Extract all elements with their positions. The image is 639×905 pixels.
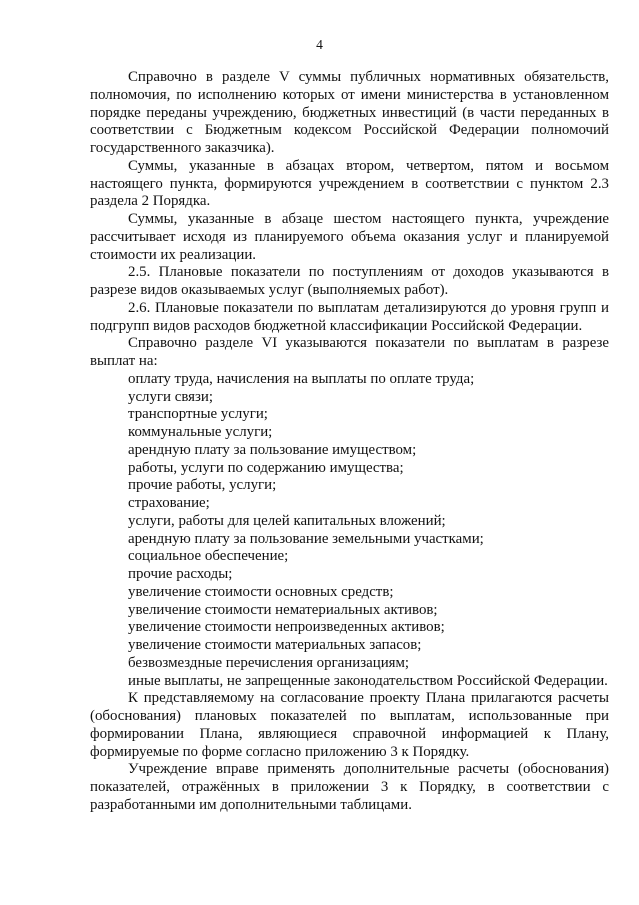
list-item: коммунальные услуги;: [128, 424, 273, 440]
list-item: увеличение стоимости основных средств;: [128, 583, 394, 600]
list-item: увеличение стоимости непроизведенных активов;: [128, 619, 445, 636]
list-item: прочие работы, услуги;: [128, 477, 277, 494]
list-item: прочие расходы;: [128, 566, 233, 582]
list-item: увеличение стоимости нематериальных активов;: [128, 601, 438, 618]
list-item: безвозмездные перечисления организациям;: [128, 654, 410, 671]
list-item: транспортные услуги;: [128, 406, 268, 423]
list-item: оплату труда, начисления на выплаты по оплате труда;: [128, 370, 475, 387]
paragraph-additional-calculations: Учреждение вправе применять дополнительные расчеты (обоснования) показателей, отражённых в приложении 3 к Порядку, в соответствии с разработанными им дополнительными таблицами.: [90, 761, 609, 813]
paragraph-sixth-sum: Суммы, указанные в абзаце шестом настоящего пункта, учреждение рассчитывает исходя из планируемого объема оказания услуг и планируемой стоимости их реализации.: [90, 211, 609, 263]
list-item: иные выплаты, не запрещенные законодательством Российской Федерации.: [128, 672, 608, 689]
paragraph-reference-section-v: Справочно в разделе V суммы публичных нормативных обязательств, полномочия, по исполнению которых от имени министерства в установленном порядке переданы учреждению, бюджетных инвестиций (в части переданных в соответствии с Бюджетным кодексом Российской Федерации полномочий государственного заказчика).: [90, 69, 609, 156]
paragraph-section-vi-intro: Справочно разделе VI указываются показатели по выплатам в разрезе выплат на:: [90, 335, 609, 369]
paragraph-2-5: 2.5. Плановые показатели по поступлениям от доходов указываются в разрезе видов оказываемых услуг (выполняемых работ).: [90, 264, 609, 298]
list-item: арендную плату за пользование земельными участками;: [128, 530, 484, 547]
payment-list: [90, 371, 609, 691]
list-item: увеличение стоимости материальных запасов;: [128, 637, 422, 653]
paragraph-sums-formation: Суммы, указанные в абзацах втором, четвертом, пятом и восьмом настоящего пункта, формируются учреждением в соответствии с пунктом 2.3 раздела 2 Порядка.: [90, 157, 609, 210]
list-item: арендную плату за пользование имуществом;: [128, 441, 417, 458]
list-item: услуги, работы для целей капитальных вложений;: [128, 512, 446, 529]
list-item: услуги связи;: [128, 388, 214, 405]
paragraph-2-6: 2.6. Плановые показатели по выплатам детализируются до уровня групп и подгрупп видов расходов бюджетной классификации Российской Федерации.: [90, 299, 609, 334]
list-item: социальное обеспечение;: [128, 548, 289, 565]
list-item: работы, услуги по содержанию имущества;: [128, 459, 404, 476]
paragraph-calculations-attached: К представляемому на согласование проекту Плана прилагаются расчеты (обоснования) плановых показателей по выплатам, использованные при формировании Плана, являющиеся справочной информацией к Плану, формируемые по форме согласно приложению 3 к Порядку.: [90, 690, 609, 760]
list-item: страхование;: [128, 495, 210, 511]
page-number: 4: [316, 37, 323, 52]
document-body: [90, 69, 609, 815]
